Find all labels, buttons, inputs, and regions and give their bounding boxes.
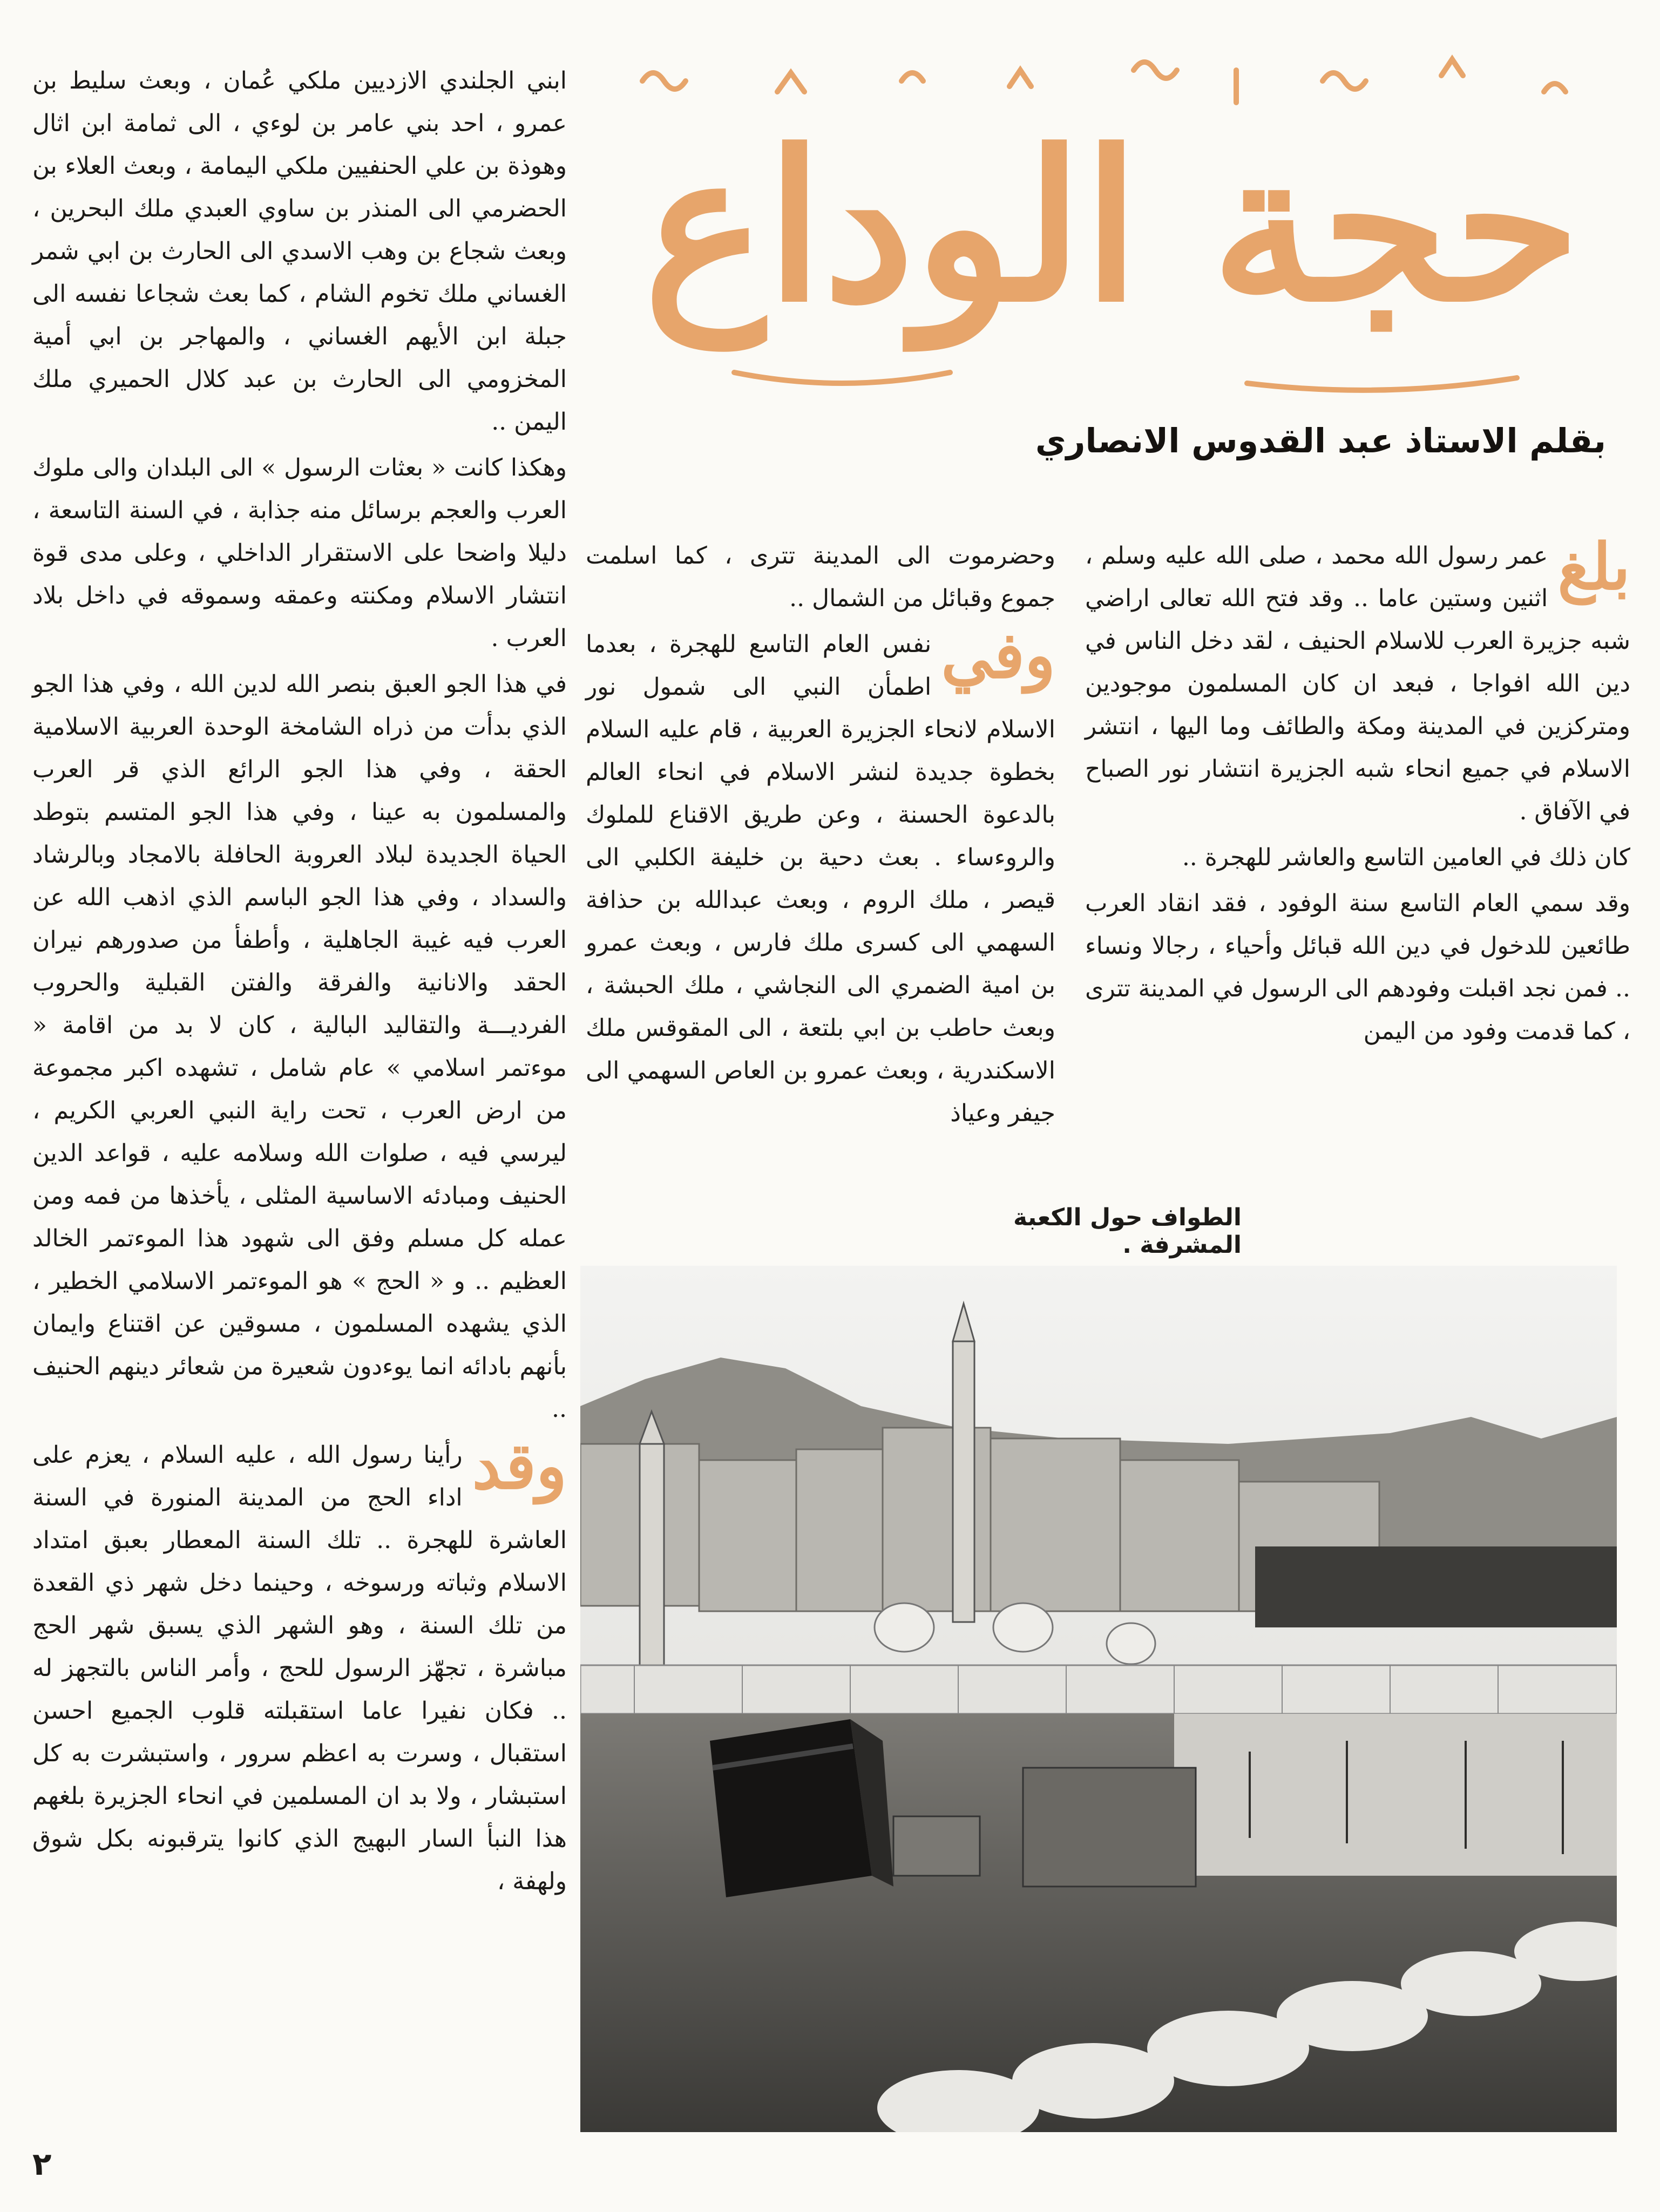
paragraph: رأينا رسول الله ، عليه السلام ، يعزم على اداء الحج من المدينة المنورة في السنة العاشرة للهجرة .. تلك السنة المعطار بعبق امتداد الاسلام وثباته ورسوخه ، وحينما دخل شهر ذي القعدة من تلك السنة ، وهو الشهر الذي يسبق شهر الحج مباشرة ، تجهّز الرسول للحج ، وأمر الناس بالتجهز له .. فكان نفيرا عاما استقبلته قلوب الجميع احسن استقبال ، وسرت به اعظم سرور ، واستبشرت به كل استبشار ، ولا بد ان المسلمين في انحاء الجزيرة بلغهم هذا النبأ السار البهيج الذي كانوا يترقبونه بكل شوق ولهفة ، [32, 1441, 567, 1895]
photo-caption: الطواف حول الكعبة المشرفة . [1013, 1204, 1242, 1259]
paragraph: كان ذلك في العامين التاسع والعاشر للهجرة .. [1182, 844, 1630, 871]
drop-cap-right: بلغ [1557, 529, 1630, 604]
paragraph: في هذا الجو العبق بنصر الله لدين الله ، وفي هذا الجو الذي بدأت من ذراه الشامخة الوحدة العربية الاسلامية الحقة ، وفي هذا الجو الرائع الذي قر العرب والمسلمون به عينا ، وفي هذا الجو المتسم بتوطد الحياة الجديدة لبلاد العروبة الحافلة بالامجاد وبالرشاد والسداد ، وفي هذا الجو الباسم الذي اذهب الله عن العرب فيه غيبة الجاهلية ، وأطفأ من صدورهم نيران الحقد والانانية والفرقة والفتن القبلية والحروب الفرديـــة والتقاليد البالية ، كان لا بد من اقامة « موءتمر اسلامي » عام شامل ، تشهده اكبر مجموعة من ارض العرب ، تحت راية النبي العربي الكريم ، ليرسي فيه ، صلوات الله وسلامه عليه ، قواعد الدين الحنيف ومبادئه الاساسية المثلى ، يأخذها من فمه ومن عمله كل مسلم وفق الى شهود هذا الموءتمر الخالد العظيم .. و « الحج » هو الموءتمر الاسلامي الخطير ، الذي يشهده المسلمون ، مسوقين عن اقتناع وايمان بأنهم بادائه انما يوءدون شعيرة من شعائر دينهم الحنيف .. [32, 670, 567, 1423]
paragraph: وقد سمي العام التاسع سنة الوفود ، فقد انقاد العرب طائعين للدخول في دين الله قبائل وأحياء ، رجالا ونساء .. فمن نجد اقبلت وفودهم الى الرسول في المدينة تترى ، كما قدمت وفود من اليمن [1085, 890, 1630, 1045]
article-column-right [1085, 529, 1631, 1056]
page-number: ٢ [32, 2146, 52, 2182]
drop-cap-middle: وفي [941, 618, 1055, 693]
article-column-left [32, 59, 567, 1906]
article-title-block [599, 49, 1641, 405]
kaaba-photo [580, 1266, 1617, 2132]
paragraph: عمر رسول الله محمد ، صلى الله عليه وسلم ، اثنين وستين عاما .. وقد فتح الله تعالى اراضي شبه جزيرة العرب للاسلام الحنيف ، لقد دخل الناس في دين الله افواجا ، فبعد ان كان المسلمون موجودين ومتركزين في المدينة ومكة والطائف وما اليها ، انتشر الاسلام في جميع انحاء شبه الجزيرة انتشار نور الصباح في الآفاق . [1085, 542, 1631, 825]
article-byline: بقلم الاستاذ عبد القدوس الانصاري [1035, 421, 1606, 460]
paragraph: وحضرموت الى المدينة تترى ، كما اسلمت جموع وقبائل من الشمال .. [586, 542, 1055, 612]
article-title: حجة الوداع [643, 106, 1581, 347]
paragraph: وهكذا كانت « بعثات الرسول » الى البلدان والى ملوك العرب والعجم برسائل منه جذابة ، في السنة التاسعة ، دليلا واضحا على الاستقرار الداخلي ، وعلى مدى قوة انتشار الاسلام ومكنته وعمقه وسموقه في داخل بلاد العرب . [32, 454, 567, 652]
article-column-middle [586, 534, 1055, 1138]
paragraph: نفس العام التاسع للهجرة ، بعدما اطمأن النبي الى شمول نور الاسلام لانحاء الجزيرة العربية ، قام عليه السلام بخطوة جديدة لنشر الاسلام في انحاء العالم بالدعوة الحسنة ، وعن طريق الاقناع للملوك والروءساء . بعث دحية بن خليفة الكلبي الى قيصر ، ملك الروم ، وبعث عبدالله بن حذافة السهمي الى كسرى ملك فارس ، وبعث عمرو بن امية الضمري الى النجاشي ، ملك الحبشة ، وبعث حاطب بن ابي بلتعة ، الى المقوقس ملك الاسكندرية ، وبعث عمرو بن العاص السهمي الى جيفر وعياذ [586, 630, 1055, 1127]
drop-cap-left: وقد [472, 1428, 567, 1503]
paragraph: ابني الجلندي الازديين ملكي عُمان ، وبعث سليط بن عمرو ، احد بني عامر بن لوءي ، الى ثمامة ابن اثال وهوذة بن علي الحنفيين ملكي اليمامة ، وبعث العلاء بن الحضرمي الى المنذر بن ساوي العبدي ملك البحرين ، وبعث شجاع بن وهب الاسدي الى الحارث بن ابي شمر الغساني ملك تخوم الشام ، كما بعث شجاعا نفسه الى جبلة ابن الأيهم الغساني ، والمهاجر بن ابي أمية المخزومي الى الحارث بن عبد كلال الحميري ملك اليمن .. [32, 67, 567, 436]
